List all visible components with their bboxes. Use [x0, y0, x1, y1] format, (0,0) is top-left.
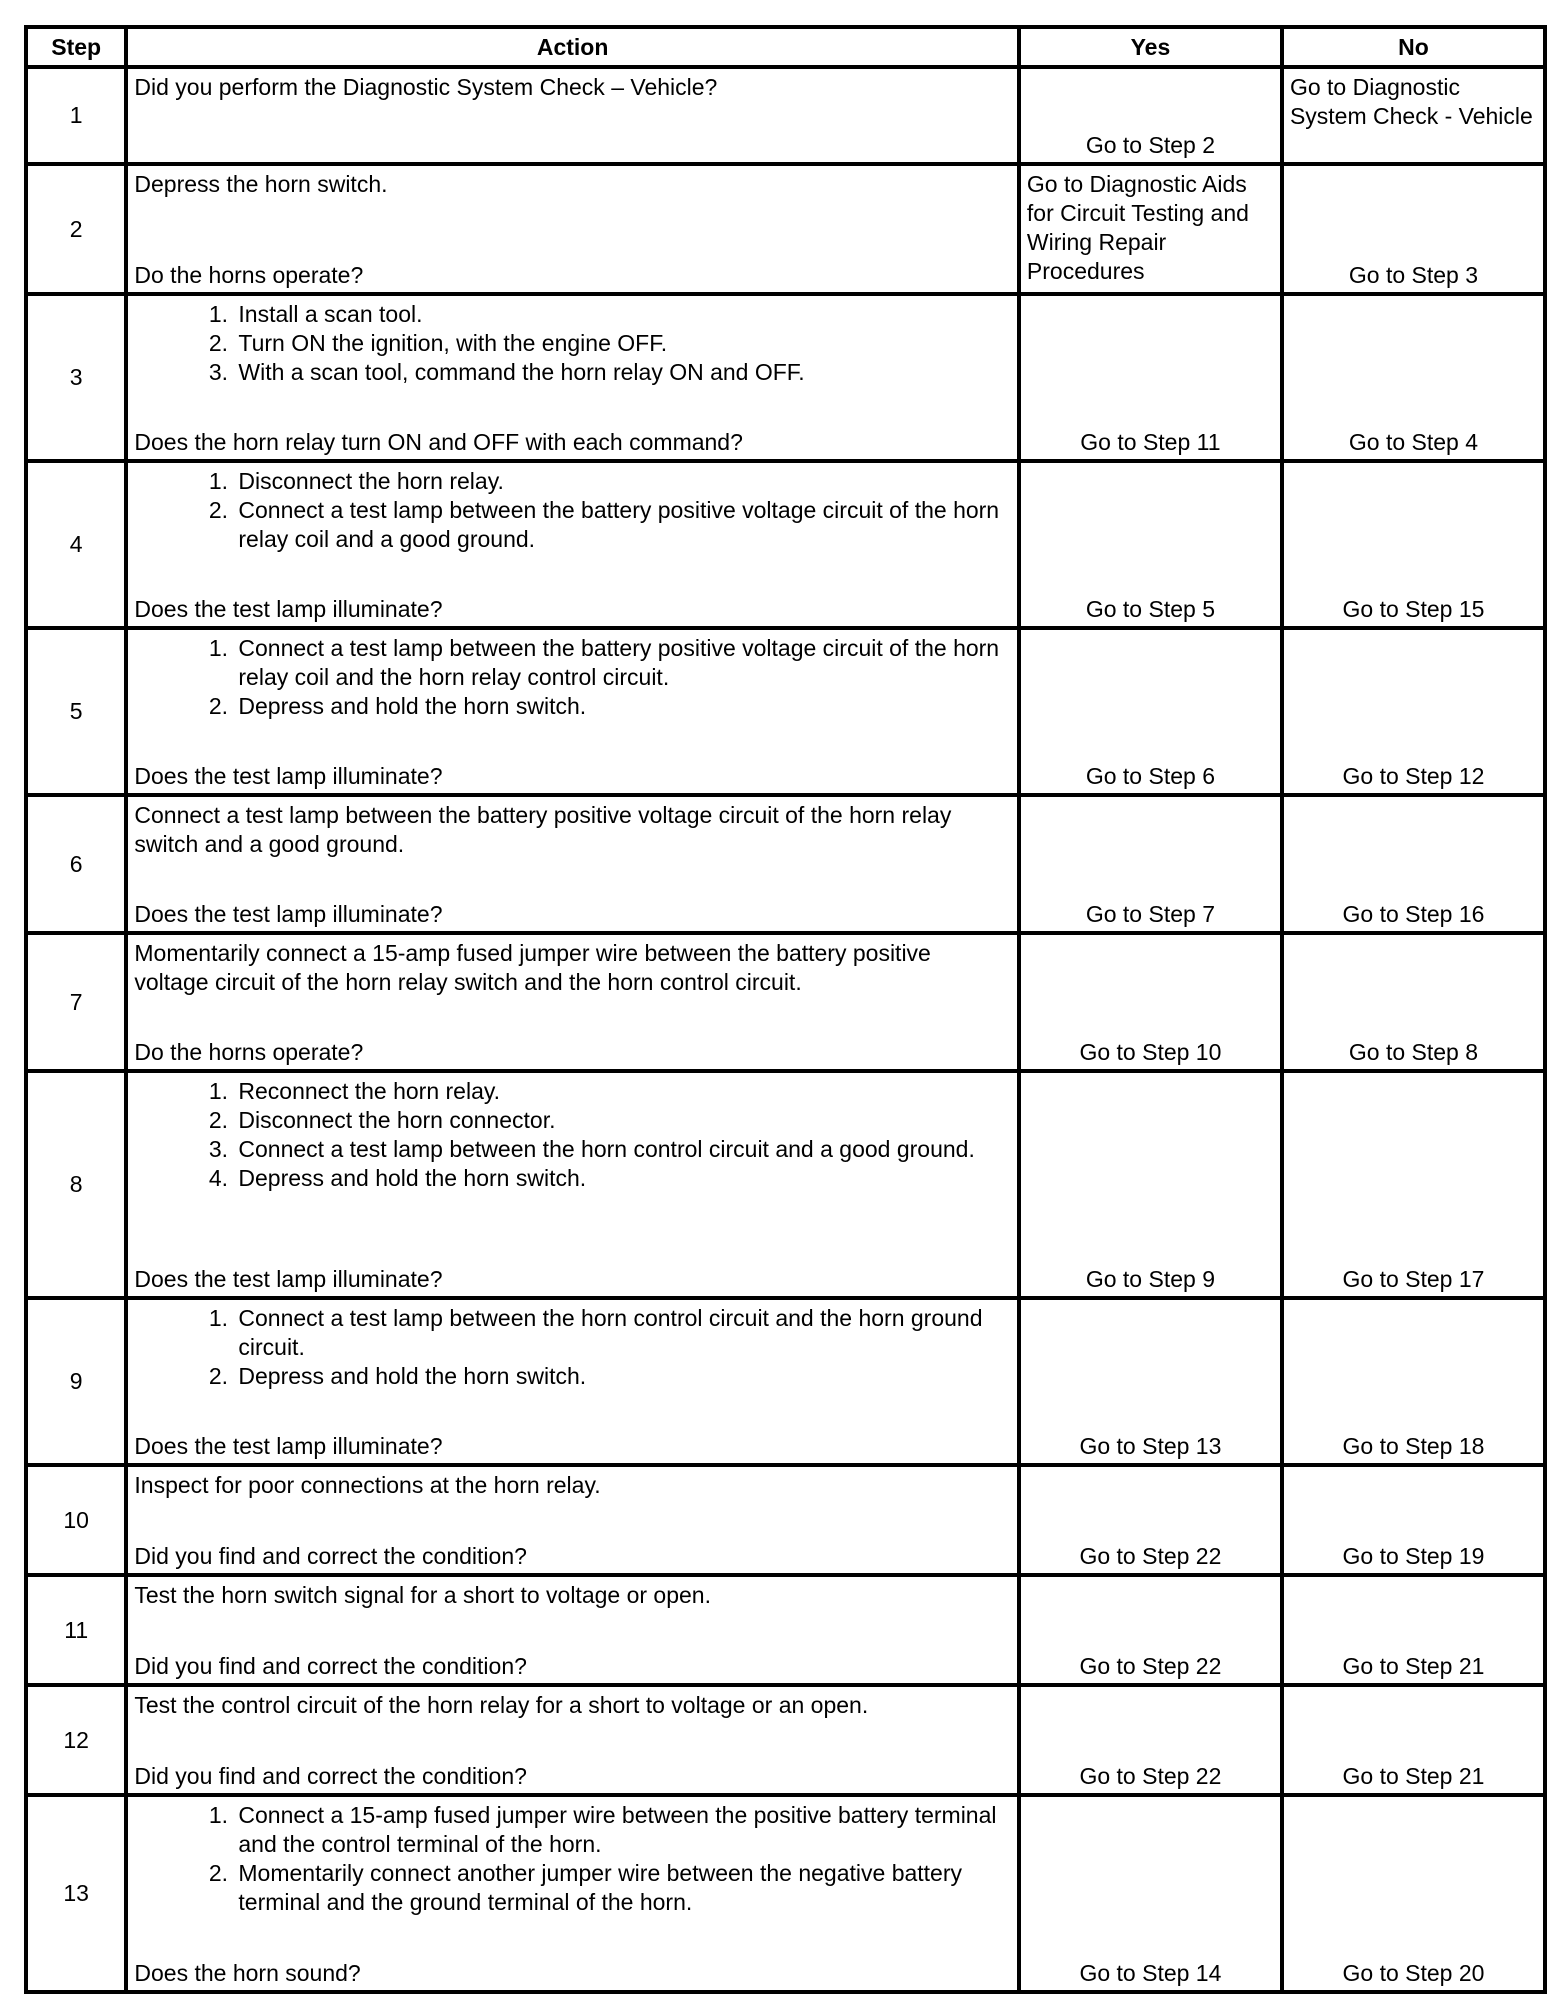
- action-question: Does the test lamp illuminate?: [134, 901, 443, 927]
- yes-cell: [1019, 1685, 1282, 1795]
- action-cell: [126, 1071, 1019, 1298]
- yes-cell: [1019, 628, 1282, 795]
- yes-cell: [1019, 1795, 1282, 1992]
- yes-result: Go to Step 9: [1085, 1266, 1215, 1292]
- table-row: [26, 628, 1545, 795]
- action-text: Depress the horn switch.: [134, 171, 388, 197]
- header-no: No: [1282, 27, 1545, 67]
- action-step-item: 2. Momentarily connect another jumper wire between the negative battery terminal and the ground terminal of the horn.: [234, 1859, 1011, 1917]
- no-cell: [1282, 1795, 1545, 1992]
- no-cell: [1282, 164, 1545, 294]
- no-cell: [1282, 795, 1545, 933]
- action-question: Did you find and correct the condition?: [134, 1653, 527, 1679]
- header-action: Action: [126, 27, 1019, 67]
- action-cell: [126, 1795, 1019, 1992]
- action-question: Does the horn sound?: [134, 1960, 361, 1986]
- no-result: Go to Step 3: [1348, 262, 1479, 288]
- no-result: Go to Step 18: [1342, 1433, 1485, 1459]
- action-body: [134, 1467, 1011, 1500]
- step-number: 2: [26, 164, 126, 294]
- action-step-item: 2. Depress and hold the horn switch.: [234, 1362, 1011, 1391]
- table-row: [26, 1685, 1545, 1795]
- yes-result: Go to Step 22: [1079, 1763, 1222, 1789]
- action-step-item: 2. Connect a test lamp between the battery positive voltage circuit of the horn relay coil and a good ground.: [234, 496, 1011, 554]
- action-body: [134, 797, 1011, 859]
- action-question: Did you find and correct the condition?: [134, 1543, 527, 1569]
- step-number: 12: [26, 1685, 126, 1795]
- yes-cell: [1019, 461, 1282, 628]
- no-cell: [1282, 1071, 1545, 1298]
- no-result: Go to Diagnostic System Check - Vehicle: [1289, 74, 1533, 129]
- no-result: Go to Step 21: [1342, 1653, 1485, 1679]
- action-steps-list: [134, 1077, 1011, 1193]
- no-cell: [1282, 1685, 1545, 1795]
- action-cell: [126, 628, 1019, 795]
- no-result: Go to Step 20: [1342, 1960, 1485, 1986]
- table-row: [26, 1465, 1545, 1575]
- yes-cell: [1019, 795, 1282, 933]
- yes-result: Go to Diagnostic Aids for Circuit Testing and Wiring Repair Procedures: [1026, 171, 1249, 284]
- no-cell: [1282, 461, 1545, 628]
- action-body: [134, 296, 1011, 387]
- table-row: [26, 294, 1545, 461]
- action-body: [134, 630, 1011, 721]
- no-cell: [1282, 67, 1545, 164]
- action-step-item: 1. Install a scan tool.: [234, 300, 1011, 329]
- yes-result: Go to Step 10: [1079, 1039, 1222, 1065]
- action-cell: [126, 1465, 1019, 1575]
- action-cell: [126, 933, 1019, 1071]
- action-cell: [126, 461, 1019, 628]
- action-step-item: 2. Turn ON the ignition, with the engine OFF.: [234, 329, 1011, 358]
- table-row: [26, 795, 1545, 933]
- action-step-item: 3. Connect a test lamp between the horn control circuit and a good ground.: [234, 1135, 1011, 1164]
- action-steps-list: [134, 1801, 1011, 1917]
- action-body: [134, 1797, 1011, 1917]
- action-question: Does the test lamp illuminate?: [134, 1266, 443, 1292]
- yes-result: Go to Step 13: [1079, 1433, 1222, 1459]
- yes-result: Go to Step 2: [1085, 132, 1215, 158]
- step-number: 6: [26, 795, 126, 933]
- no-cell: [1282, 933, 1545, 1071]
- action-text: Test the control circuit of the horn relay for a short to voltage or an open.: [134, 1692, 869, 1718]
- no-result: Go to Step 4: [1348, 429, 1479, 455]
- yes-cell: [1019, 1465, 1282, 1575]
- action-body: [134, 69, 1011, 102]
- action-body: [134, 1687, 1011, 1720]
- diagnostic-table: [24, 25, 1547, 1994]
- no-result: Go to Step 21: [1342, 1763, 1485, 1789]
- yes-cell: [1019, 1071, 1282, 1298]
- action-step-item: 2. Disconnect the horn connector.: [234, 1106, 1011, 1135]
- step-number: 3: [26, 294, 126, 461]
- no-cell: [1282, 1465, 1545, 1575]
- action-body: [134, 1300, 1011, 1391]
- yes-result: Go to Step 5: [1085, 596, 1215, 622]
- step-number: 5: [26, 628, 126, 795]
- table-row: [26, 461, 1545, 628]
- action-question: Does the test lamp illuminate?: [134, 1433, 443, 1459]
- table-row: [26, 1071, 1545, 1298]
- action-body: [134, 935, 1011, 997]
- action-body: [134, 1073, 1011, 1193]
- action-step-item: 1. Reconnect the horn relay.: [234, 1077, 1011, 1106]
- step-number: 8: [26, 1071, 126, 1298]
- step-number: 9: [26, 1298, 126, 1465]
- yes-result: Go to Step 22: [1079, 1543, 1222, 1569]
- no-result: Go to Step 19: [1342, 1543, 1485, 1569]
- no-result: Go to Step 12: [1342, 763, 1485, 789]
- action-body: [134, 463, 1011, 554]
- yes-cell: [1019, 67, 1282, 164]
- table-row: [26, 933, 1545, 1071]
- action-cell: [126, 294, 1019, 461]
- no-result: Go to Step 16: [1342, 901, 1485, 927]
- step-number: 1: [26, 67, 126, 164]
- table-row: [26, 164, 1545, 294]
- no-result: Go to Step 17: [1342, 1266, 1485, 1292]
- header-row: [26, 27, 1545, 67]
- yes-result: Go to Step 22: [1079, 1653, 1222, 1679]
- table-row: [26, 1575, 1545, 1685]
- action-cell: [126, 795, 1019, 933]
- table-row: [26, 1795, 1545, 1992]
- action-step-item: 1. Connect a 15-amp fused jumper wire between the positive battery terminal and the control terminal of the horn.: [234, 1801, 1011, 1859]
- action-step-item: 3. With a scan tool, command the horn relay ON and OFF.: [234, 358, 1011, 387]
- table-row: [26, 67, 1545, 164]
- no-result: Go to Step 15: [1342, 596, 1485, 622]
- action-text: Test the horn switch signal for a short to voltage or open.: [134, 1582, 711, 1608]
- action-text: Connect a test lamp between the battery positive voltage circuit of the horn relay switch and a good ground.: [134, 802, 952, 857]
- action-cell: [126, 1685, 1019, 1795]
- yes-cell: [1019, 1298, 1282, 1465]
- no-cell: [1282, 628, 1545, 795]
- action-body: [134, 1577, 1011, 1610]
- action-question: Do the horns operate?: [134, 262, 364, 288]
- table-row: [26, 1298, 1545, 1465]
- step-number: 13: [26, 1795, 126, 1992]
- action-step-item: 2. Depress and hold the horn switch.: [234, 692, 1011, 721]
- yes-result: Go to Step 6: [1085, 763, 1215, 789]
- action-question: Does the test lamp illuminate?: [134, 596, 443, 622]
- step-number: 11: [26, 1575, 126, 1685]
- diagnostic-page: [24, 25, 1547, 1988]
- action-step-item: 1. Disconnect the horn relay.: [234, 467, 1011, 496]
- step-number: 10: [26, 1465, 126, 1575]
- no-cell: [1282, 1298, 1545, 1465]
- yes-cell: [1019, 164, 1282, 294]
- no-result: Go to Step 8: [1348, 1039, 1479, 1065]
- action-question: Do the horns operate?: [134, 1039, 364, 1065]
- action-text: Inspect for poor connections at the horn relay.: [134, 1472, 601, 1498]
- action-steps-list: [134, 1304, 1011, 1391]
- action-step-item: 1. Connect a test lamp between the horn control circuit and the horn ground circuit.: [234, 1304, 1011, 1362]
- yes-cell: [1019, 1575, 1282, 1685]
- action-cell: [126, 164, 1019, 294]
- yes-cell: [1019, 933, 1282, 1071]
- step-number: 4: [26, 461, 126, 628]
- action-question: Did you find and correct the condition?: [134, 1763, 527, 1789]
- no-cell: [1282, 294, 1545, 461]
- yes-result: Go to Step 14: [1079, 1960, 1222, 1986]
- action-steps-list: [134, 467, 1011, 554]
- header-step: Step: [26, 27, 126, 67]
- action-step-item: 4. Depress and hold the horn switch.: [234, 1164, 1011, 1193]
- action-text: Did you perform the Diagnostic System Check – Vehicle?: [134, 74, 718, 100]
- yes-result: Go to Step 7: [1085, 901, 1215, 927]
- yes-cell: [1019, 294, 1282, 461]
- no-cell: [1282, 1575, 1545, 1685]
- action-text: Momentarily connect a 15-amp fused jumper wire between the battery positive voltage circuit of the horn relay switch and the horn control circuit.: [134, 940, 931, 995]
- action-steps-list: [134, 300, 1011, 387]
- action-step-item: 1. Connect a test lamp between the battery positive voltage circuit of the horn relay coil and the horn relay control circuit.: [234, 634, 1011, 692]
- action-question: Does the horn relay turn ON and OFF with each command?: [134, 429, 743, 455]
- header-yes: Yes: [1019, 27, 1282, 67]
- yes-result: Go to Step 11: [1080, 429, 1221, 455]
- action-cell: [126, 67, 1019, 164]
- action-steps-list: [134, 634, 1011, 721]
- step-number: 7: [26, 933, 126, 1071]
- action-question: Does the test lamp illuminate?: [134, 763, 443, 789]
- action-cell: [126, 1575, 1019, 1685]
- action-body: [134, 166, 1011, 199]
- action-cell: [126, 1298, 1019, 1465]
